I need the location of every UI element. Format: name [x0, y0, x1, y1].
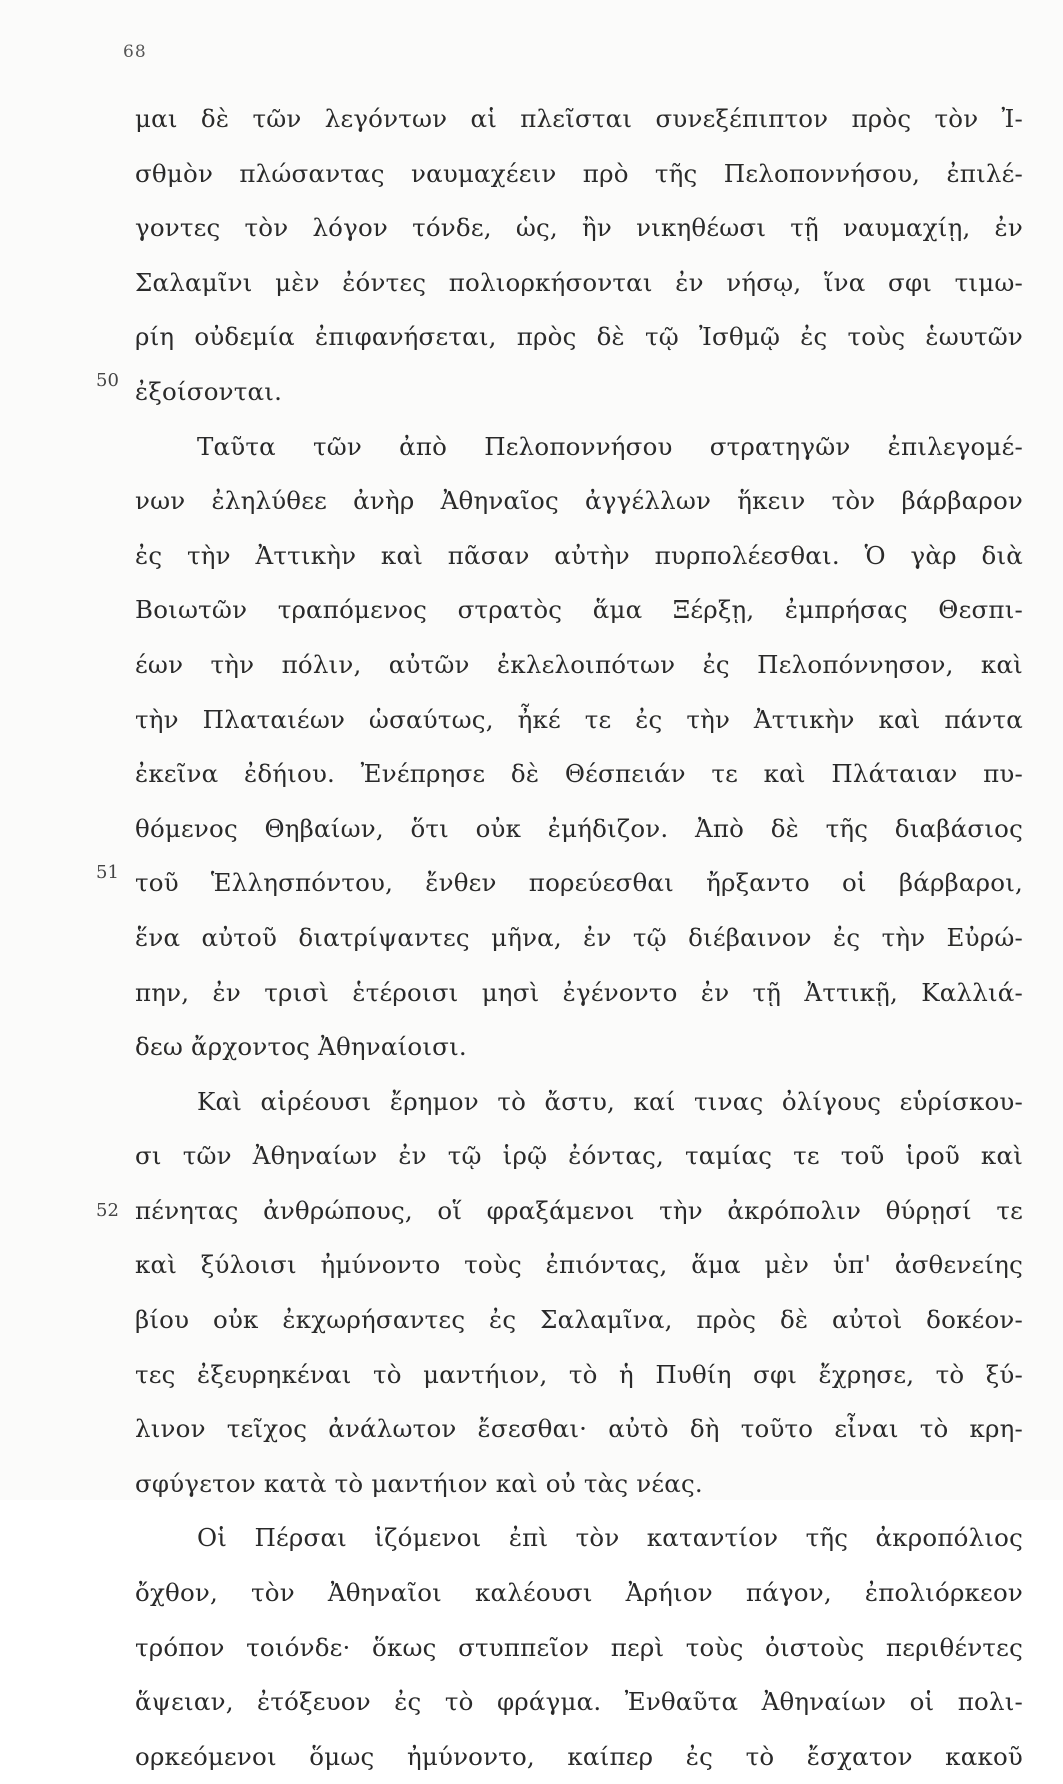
text-line: σφύγετον κατὰ τὸ μαντήιον καὶ οὐ τὰς νέας. — [135, 1468, 703, 1498]
section-number-52: 52 — [96, 1200, 119, 1221]
text-line: σθμὸν πλώσαντας ναυμαχέειν πρὸ τῆς Πελοποννήσου, ἐπιλέ- — [135, 158, 1023, 188]
page-number: 68 — [123, 42, 147, 62]
text-line: δεω ἄρχοντος Ἀθηναίοισι. — [135, 1032, 467, 1062]
text-line: πένητας ἀνθρώπους, οἵ φραξάμενοι τὴν ἀκρόπολιν θύρῃσί τε — [135, 1195, 1023, 1225]
text-line: γοντες τὸν λόγον τόνδε, ὡς, ἢν νικηθέωσι τῇ ναυμαχίῃ, ἐν — [135, 213, 1023, 243]
text-line: έων τὴν πόλιν, αὐτῶν ἐκλελοιπότων ἐς Πελοπόννησον, καὶ — [135, 649, 1023, 679]
text-line: Βοιωτῶν τραπόμενος στρατὸς ἅμα Ξέρξῃ, ἐμπρήσας Θεσπι- — [135, 595, 1023, 625]
text-line: ρίη οὐδεμία ἐπιφανήσεται, πρὸς δὲ τῷ Ἰσθμῷ ἐς τοὺς ἑωυτῶν — [135, 322, 1023, 352]
text-line: λινον τεῖχος ἀνάλωτον ἔσεσθαι· αὐτὸ δὴ τοῦτο εἶναι τὸ κρη- — [135, 1414, 1023, 1444]
text-line: τοῦ Ἑλλησπόντου, ἔνθεν πορεύεσθαι ἤρξαντο οἱ βάρβαροι, — [135, 868, 1023, 898]
body-text — [135, 92, 1023, 1784]
text-line: θόμενος Θηβαίων, ὅτι οὐκ ἐμήδιζον. Ἀπὸ δὲ τῆς διαβάσιος — [135, 813, 1023, 843]
text-line: Σαλαμῖνι μὲν ἐόντες πολιορκήσονται ἐν νήσῳ, ἵνα σφι τιμω- — [135, 267, 1023, 297]
text-line: ἕνα αὐτοῦ διατρίψαντες μῆνα, ἐν τῷ διέβαινον ἐς τὴν Εὐρώ- — [135, 922, 1023, 952]
text-line: ἅψειαν, ἐτόξευον ἐς τὸ φράγμα. Ἐνθαῦτα Ἀθηναίων οἱ πολι- — [135, 1687, 1023, 1717]
text-line: σι τῶν Ἀθηναίων ἐν τῷ ἱρῷ ἐόντας, ταμίας τε τοῦ ἱροῦ καὶ — [135, 1141, 1023, 1171]
text-line: νων ἐληλύθεε ἀνὴρ Ἀθηναῖος ἀγγέλλων ἥκειν τὸν βάρβαρον — [135, 486, 1023, 516]
text-line: τρόπον τοιόνδε· ὅκως στυππεῖον περὶ τοὺς ὀιστοὺς περιθέντες — [135, 1632, 1023, 1662]
text-line: πην, ἐν τρισὶ ἑτέροισι μησὶ ἐγένοντο ἐν τῇ Ἀττικῇ, Καλλιά- — [135, 977, 1023, 1007]
text-line: ἐκεῖνα ἐδήιου. Ἐνέπρησε δὲ Θέσπειάν τε καὶ Πλάταιαν πυ- — [135, 759, 1023, 789]
section-number-51: 51 — [96, 862, 119, 883]
text-line: ορκεόμενοι ὅμως ἠμύνοντο, καίπερ ἐς τὸ ἔσχατον κακοῦ — [135, 1741, 1023, 1771]
text-line: Οἱ Πέρσαι ἱζόμενοι ἐπὶ τὸν καταντίον τῆς ἀκροπόλιος — [197, 1523, 1023, 1553]
text-line: ὄχθον, τὸν Ἀθηναῖοι καλέουσι Ἀρήιον πάγον, ἐπολιόρκεον — [135, 1578, 1023, 1608]
text-line: ἐς τὴν Ἀττικὴν καὶ πᾶσαν αὐτὴν πυρπολέεσθαι. Ὁ γὰρ διὰ — [135, 540, 1023, 570]
text-line: ἐξοίσονται. — [135, 376, 283, 406]
text-line: μαι δὲ τῶν λεγόντων αἱ πλεῖσται συνεξέπιπτον πρὸς τὸν Ἰ- — [135, 104, 1023, 133]
text-line: Ταῦτα τῶν ἀπὸ Πελοποννήσου στρατηγῶν ἐπιλεγομέ- — [197, 431, 1023, 461]
text-line: τες ἐξευρηκέναι τὸ μαντήιον, τὸ ἡ Πυθίη σφι ἔχρησε, τὸ ξύ- — [135, 1359, 1023, 1389]
text-line: βίου οὐκ ἐκχωρήσαντες ἐς Σαλαμῖνα, πρὸς δὲ αὐτοὶ δοκέον- — [135, 1305, 1023, 1335]
text-line: τὴν Πλαταιέων ὡσαύτως, ἦκέ τε ἐς τὴν Ἀττικὴν καὶ πάντα — [135, 704, 1023, 734]
text-line: Καὶ αἱρέουσι ἔρημον τὸ ἄστυ, καί τινας ὀλίγους εὑρίσκου- — [197, 1086, 1023, 1116]
text-line: καὶ ξύλοισι ἠμύνοντο τοὺς ἐπιόντας, ἅμα μὲν ὑπ' ἀσθενείης — [135, 1250, 1023, 1280]
section-number-50: 50 — [96, 370, 119, 391]
